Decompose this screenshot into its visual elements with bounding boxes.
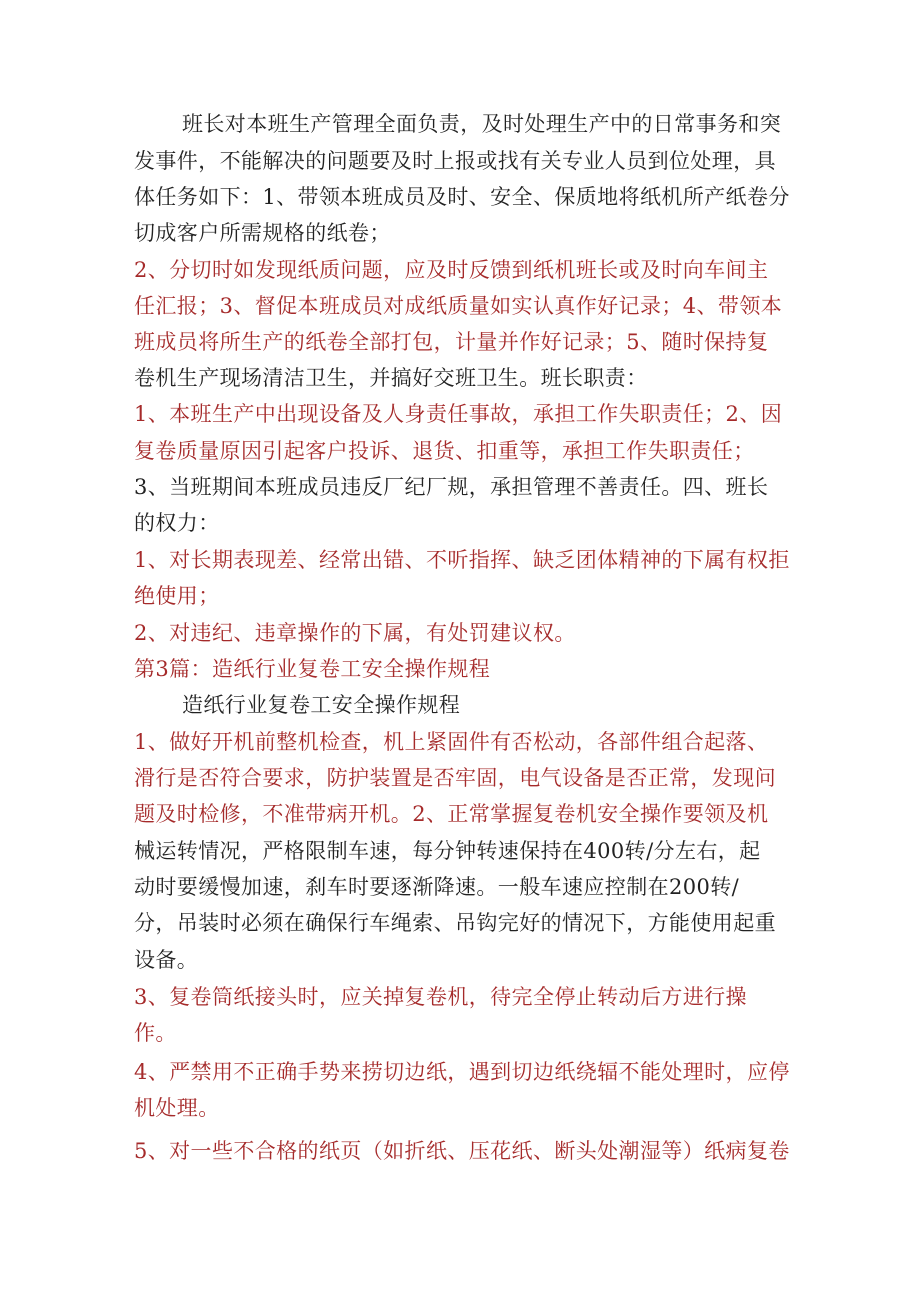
- paragraph-line: 切成客户所需规格的纸卷；: [134, 221, 391, 245]
- paragraph-line: 1、本班生产中出现设备及人身责任事故，承担工作失职责任；2、因: [134, 402, 783, 426]
- paragraph-line: 的权力：: [134, 511, 220, 535]
- paragraph-line: 题及时检修，不准带病开机。2、正常掌握复卷机安全操作要领及机: [134, 802, 769, 826]
- paragraph-line: 作。: [134, 1021, 177, 1045]
- paragraph-line: 班长对本班生产管理全面负责，及时处理生产中的日常事务和突: [182, 112, 782, 136]
- paragraph-line: 设备。: [134, 948, 199, 972]
- paragraph-line: 械运转情况，严格限制车速，每分钟转速保持在400转/分左右，起: [134, 839, 761, 863]
- paragraph-line: 2、对违纪、违章操作的下属，有处罚建议权。: [134, 621, 576, 645]
- paragraph-line: 4、严禁用不正确手势来捞切边纸，遇到切边纸绕辐不能处理时，应停: [134, 1060, 790, 1084]
- paragraph-line: 3、复卷筒纸接头时，应关掉复卷机，待完全停止转动后方进行操: [134, 985, 747, 1009]
- section-heading: 第3篇：造纸行业复卷工安全操作规程: [134, 657, 491, 681]
- paragraph-line: 班成员将所生产的纸卷全部打包，计量并作好记录；5、随时保持复: [134, 330, 769, 354]
- paragraph-line: 任汇报；3、督促本班成员对成纸质量如实认真作好记录；4、带领本: [134, 294, 783, 318]
- paragraph-line: 体任务如下：1、带领本班成员及时、安全、保质地将纸机所产纸卷分: [134, 185, 790, 209]
- paragraph-line: 动时要缓慢加速，刹车时要逐渐降速。一般车速应控制在200转/: [134, 875, 740, 899]
- paragraph-line: 5、对一些不合格的纸页（如折纸、压花纸、断头处潮湿等）纸病复卷: [134, 1139, 790, 1163]
- paragraph-line: 发事件，不能解决的问题要及时上报或找有关专业人员到位处理，具: [134, 149, 776, 173]
- paragraph-line: 2、分切时如发现纸质问题，应及时反馈到纸机班长或及时向车间主: [134, 258, 769, 282]
- paragraph-line: 滑行是否符合要求，防护装置是否牢固，电气设备是否正常，发现问: [134, 766, 776, 790]
- paragraph-line: 卷机生产现场清洁卫生，并搞好交班卫生。班长职责：: [134, 366, 648, 390]
- paragraph-line: 3、当班期间本班成员违反厂纪厂规，承担管理不善责任。四、班长: [134, 475, 769, 499]
- paragraph-line: 机处理。: [134, 1096, 220, 1120]
- paragraph-line: 绝使用；: [134, 584, 220, 608]
- paragraph-line: 1、做好开机前整机检查，机上紧固件有否松动，各部件组合起落、: [134, 730, 769, 754]
- section-title: 造纸行业复卷工安全操作规程: [182, 693, 461, 717]
- paragraph-line: 复卷质量原因引起客户投诉、退货、扣重等，承担工作失职责任；: [134, 439, 755, 463]
- paragraph-line: 分，吊装时必须在确保行车绳索、吊钩完好的情况下，方能使用起重: [134, 911, 776, 935]
- paragraph-line: 1、对长期表现差、经常出错、不听指挥、缺乏团体精神的下属有权拒: [134, 548, 790, 572]
